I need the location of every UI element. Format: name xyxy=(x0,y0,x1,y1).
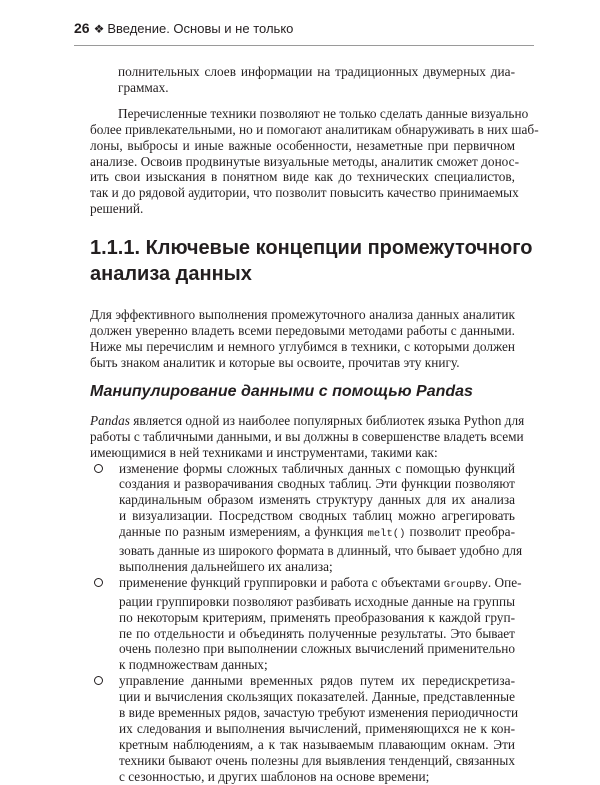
text-line: Pandas является одной из наиболее популярных библиотек языка Python для xyxy=(90,412,525,428)
text-line: техники бывают очень полезны для выявления тенденций, связанных xyxy=(119,752,515,768)
text-line: Ниже мы перечислим и немного углубимся в техники, с которыми должен xyxy=(90,338,515,354)
text-line: изменение формы сложных табличных данных с помощью функций xyxy=(119,460,515,476)
bullet-item-reshape xyxy=(90,460,523,575)
text-line: лоны, выбросы и иные важные особенности, незаметные при первичном xyxy=(90,137,515,153)
page-body xyxy=(90,64,539,785)
bullet-item-timeseries xyxy=(90,673,519,784)
header-rule xyxy=(74,45,534,46)
bullet-item-groupby xyxy=(90,574,522,673)
text-line: с сезонностью, и других шаблонов на основе времени; xyxy=(119,768,430,784)
text-line: по некоторым критериям, применять преобразования к каждой груп- xyxy=(119,609,515,625)
text-line: работы с табличными данными, и вы должны в совершенстве владеть всеми xyxy=(90,428,524,444)
ornament-icon: ❖ xyxy=(93,22,105,36)
text-line: кретным наблюдениям, а к так называемым плавающим окнам. Эти xyxy=(119,736,515,752)
text-line: и визуализации. Посредством сводных таблиц можно агрегировать xyxy=(119,508,515,524)
text-line: имеющимися в ней техниками и инструментами, такими как: xyxy=(90,444,438,460)
text-line: в виде временных рядов, зачастую требуют изменения периодичности xyxy=(119,705,519,721)
text-line: более привлекательными, но и помогают аналитикам обнаруживать в них шаб- xyxy=(90,121,539,137)
text-line: полнительных слоев информации на традиционных двумерных диа- xyxy=(118,64,515,79)
bullet-circle-icon xyxy=(94,464,103,473)
chapter-title: Введение. Основы и не только xyxy=(107,21,294,36)
paragraph-techniques xyxy=(90,105,539,217)
text-line: Перечисленные техники позволяют не только сделать данные визуально xyxy=(118,105,529,121)
text-line: ить свои изыскания в понятном виде как до технических специалистов, xyxy=(90,169,515,185)
text-line: данные по разным измерениям, а функция melt() позволит преобра- xyxy=(119,524,515,541)
text-line: создания и разворачивания сводных таблиц. Эти функции позволяют xyxy=(119,476,515,492)
text-line: управление данными временных рядов путем их передискретиза- xyxy=(119,673,515,689)
text-line: так и до рядовой аудитории, что позволит повысить качество принимаемых xyxy=(90,185,519,201)
section-title-line: анализа данных xyxy=(90,263,252,286)
text-line: кардинальным образом изменять структуру данных для их анализа xyxy=(119,492,515,508)
section-heading xyxy=(90,235,533,287)
page-number: 26 xyxy=(74,20,90,36)
text-line: применение функций группировки и работа с объектами GroupBy. Опе- xyxy=(119,574,522,591)
text-line: к подмножествам данных; xyxy=(119,657,268,673)
code-groupby: GroupBy xyxy=(443,578,488,591)
bullet-circle-icon xyxy=(94,676,103,685)
text-line: рации группировки позволяют разбивать исходные данные на группы xyxy=(119,593,515,609)
text-line: выполнения дальнейшего их анализа; xyxy=(119,558,333,574)
text-line: очень полезно при выполнении сложных вычислений применительно xyxy=(119,641,515,657)
code-melt: melt() xyxy=(367,528,406,541)
section-title-line: 1.1.1. Ключевые концепции промежуточного xyxy=(90,237,533,260)
bullet-circle-icon xyxy=(94,578,103,587)
paragraph-eda xyxy=(90,307,515,371)
text-line: их следования и выполнения вычислений, применяющихся не к кон- xyxy=(119,721,515,736)
text-line: решений. xyxy=(90,201,144,217)
text-line: Для эффективного выполнения промежуточного анализа данных аналитик xyxy=(90,307,515,323)
text-line: должен уверенно владеть всеми передовыми методами работы с данными. xyxy=(90,323,515,339)
paragraph-pandas xyxy=(90,412,525,461)
text-line: зовать данные из широкого формата в длинный, что бывает удобно для xyxy=(119,543,523,559)
text-line: анализе. Освоив продвинутые визуальные методы, аналитик сможет донос- xyxy=(90,153,519,169)
text-line: граммах. xyxy=(118,79,169,95)
subsection-heading: Манипулирование данными с помощью Pandas xyxy=(90,382,473,400)
text-line: ции и вычисления скользящих показателей. Данные, представленные xyxy=(119,689,515,705)
text-line: пе по отдельности и объединять полученные результаты. Это бывает xyxy=(119,625,515,641)
text-line: быть знаком аналитик и которые вы освоите, прочитав эту книгу. xyxy=(90,354,460,370)
intro-continuation xyxy=(90,64,515,96)
pandas-word: Pandas xyxy=(90,412,130,428)
running-header xyxy=(74,20,293,36)
